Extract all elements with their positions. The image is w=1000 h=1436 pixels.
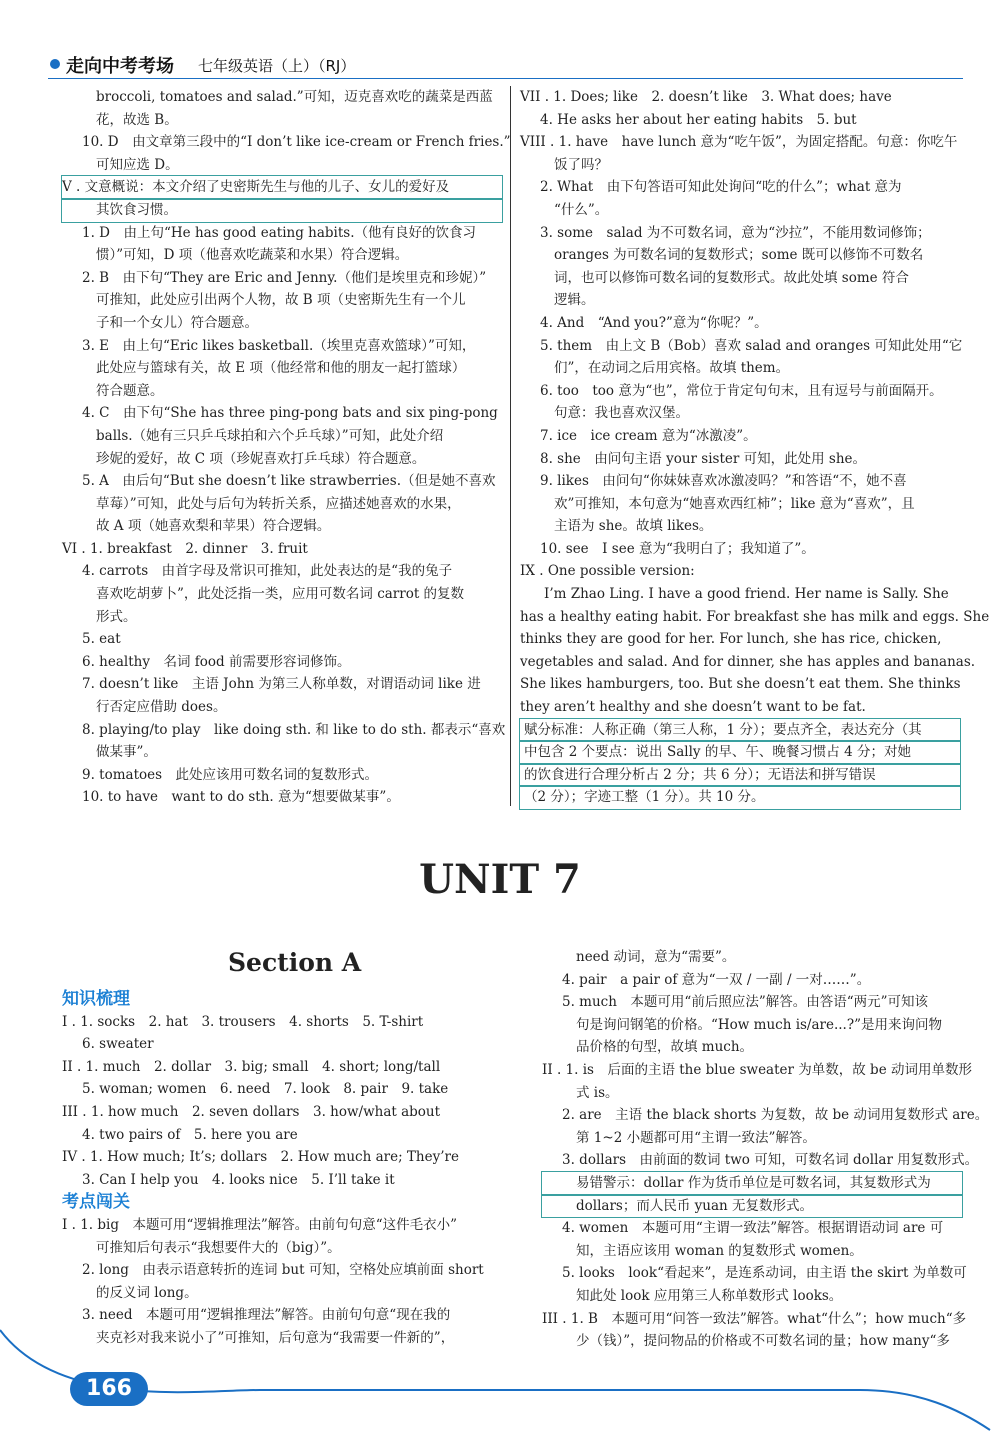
text-line: 子和一个女儿）符合题意。 — [96, 314, 258, 331]
page-number: 166 — [70, 1372, 148, 1406]
text-line: 2. What 由下句答语可知此处询问“吃的什么”；what 意为 — [540, 179, 902, 196]
text-line: 4. He asks her about her eating habits 5. but — [540, 111, 857, 128]
text-line: 可推知后句表示“我想要件大的（big）”。 — [96, 1239, 341, 1256]
text-line: 珍妮的爱好，故 C 项（珍妮喜欢打乒乓球）符合题意。 — [96, 450, 426, 467]
text-line: 此处应与篮球有关，故 E 项（他经常和他的朋友一起打篮球） — [96, 360, 466, 377]
text-line: 8. playing/to play like doing sth. 和 like to do sth. 都表示“喜欢 — [82, 721, 506, 738]
page-header — [48, 50, 968, 80]
right-bottom-column — [542, 946, 989, 1353]
text-line: 的饮食进行合理分析占 2 分；共 6 分）；无语法和拼写错误 — [520, 764, 960, 787]
text-line: 9. tomatoes 此处应该用可数名词的复数形式。 — [82, 766, 379, 783]
left-top-column — [62, 86, 511, 809]
text-line: 2. are 主语 the black shorts 为复数，故 be 动词用复数形式 are。 — [562, 1107, 989, 1124]
text-line: 句意：我也喜欢汉堡。 — [554, 405, 689, 422]
text-line: I . 1. big 本题可用“逻辑推理法”解答。由前句句意“这件毛衣小” — [62, 1216, 458, 1233]
right-top-column — [520, 86, 990, 809]
footer-swoosh — [0, 1300, 1000, 1436]
text-line: III . 1. B 本题可用“问答一致法”解答。what“什么”；how much“多 — [542, 1310, 967, 1327]
text-line: V . 文意概说：本文介绍了史密斯先生与他的儿子、女儿的爱好及 — [62, 176, 502, 199]
text-line: 知，主语应该用 woman 的复数形式 women。 — [576, 1242, 863, 1259]
text-line: 其饮食习惯。 — [62, 199, 502, 222]
text-line: 1. D 由上句“He has good eating habits.（他有良好的饮食习 — [82, 224, 476, 241]
text-line: 4. pair a pair of 意为“一双 / 一副 / 一对……”。 — [562, 971, 871, 988]
text-line: 喜欢吃胡萝卜”，此处泛指一类，应用可数名词 carrot 的复数 — [96, 586, 465, 603]
book-subtitle: 七年级英语（上）（RJ） — [198, 57, 356, 75]
text-line: 式 is。 — [576, 1084, 619, 1101]
text-line: 可知应选 D。 — [96, 156, 179, 173]
text-line: 考点闯关 — [62, 1192, 130, 1213]
text-line: 逻辑。 — [554, 292, 595, 309]
text-line: 少（钱）”，提问物品的价格或不可数名词的量；how many“多 — [576, 1333, 950, 1350]
text-line: 夹克衫对我来说小了”可推知，后句意为“我需要一件新的”， — [96, 1329, 455, 1346]
text-line: 花，故选 B。 — [96, 111, 178, 128]
book-title: 走向中考考场 — [66, 56, 174, 77]
text-line: 6. too too 意为“也”，常位于肯定句句末，且有逗号与前面隔开。 — [540, 382, 943, 399]
column-divider — [510, 86, 511, 806]
text-line: 符合题意。 — [96, 382, 164, 399]
text-line: II . 1. much 2. dollar 3. big; small 4. short; long/tall — [62, 1058, 441, 1075]
text-line: IV . 1. How much; It’s; dollars 2. How much are; They’re — [62, 1149, 459, 1166]
text-line: 形式。 — [96, 608, 137, 625]
text-line: 10. to have want to do sth. 意为“想要做某事”。 — [82, 789, 400, 806]
text-line: 故 A 项（她喜欢梨和苹果）符合逻辑。 — [96, 518, 331, 535]
text-line: 主语为 she。故填 likes。 — [554, 518, 713, 535]
text-line: 3. dollars 由前面的数词 two 可知，可数名词 dollar 用复数形式。 — [562, 1152, 979, 1169]
text-line: VIII . 1. have have lunch 意为“吃午饭”，为固定搭配。句意：你吃午 — [520, 134, 958, 151]
text-line: 5. eat — [82, 631, 121, 648]
text-line: 4. carrots 由首字母及常识可推知，此处表达的是“我的兔子 — [82, 563, 453, 580]
text-line: 2. B 由下句“They are Eric and Jenny.（他们是埃里克和珍妮）” — [82, 269, 487, 286]
text-line: 8. she 由问句主语 your sister 可知，此处用 she。 — [540, 450, 867, 467]
text-line: 易错警示：dollar 作为货币单位是可数名词，其复数形式为 — [542, 1172, 962, 1195]
text-line: 4. And “And you?”意为“你呢？”。 — [540, 314, 768, 331]
text-line: 3. need 本题可用“逻辑推理法”解答。由前句句意“现在我的 — [82, 1307, 451, 1324]
text-line: 行否定应借助 does。 — [96, 699, 227, 716]
text-line: 4. women 本题可用“主谓一致法”解答。根据谓语动词 are 可 — [562, 1220, 944, 1237]
text-line: II . 1. is 后面的主语 the blue sweater 为单数，故 be 动词用单数形 — [542, 1061, 972, 1078]
text-line: 6. sweater — [82, 1036, 154, 1053]
text-line: 3. E 由上句“Eric likes basketball.（埃里克喜欢篮球）”可知， — [82, 337, 476, 354]
text-line: 赋分标准：人称正确（第三人称，1 分）；要点齐全，表达充分（其 — [520, 719, 960, 742]
text-line: 5. woman; women 6. need 7. look 8. pair 9. take — [82, 1081, 449, 1098]
text-line: 句是询问钢笔的价格。“How much is/are...?”是用来询问物 — [576, 1016, 942, 1033]
text-line: 第 1~2 小题都可用“主谓一致法”解答。 — [576, 1129, 816, 1146]
text-line: need 动词，意为“需要”。 — [576, 949, 736, 965]
text-line: I . 1. socks 2. hat 3. trousers 4. shorts 5. T-shirt — [62, 1013, 424, 1030]
text-line: 草莓）”可知，此处与后句为转折关系，应描述她喜欢的水果， — [96, 495, 461, 512]
text-line: 3. some salad 为不可数名词，意为“沙拉”，不能用数词修饰； — [540, 224, 931, 241]
text-line: they aren’t healthy and she doesn’t want to be fat. — [520, 699, 866, 716]
text-line: dollars；而人民币 yuan 无复数形式。 — [542, 1195, 962, 1218]
text-line: 的反义词 long。 — [96, 1284, 198, 1301]
text-line: 5. much 本题可用“前后照应法”解答。由答语“两元”可知该 — [562, 994, 929, 1011]
text-line: 做某事”。 — [96, 744, 157, 761]
text-line: 4. C 由下句“She has three ping-pong bats and six ping-pong — [82, 405, 498, 422]
text-line: oranges 为可数名词的复数形式；some 既可以修饰不可数名 — [554, 247, 924, 264]
text-line: VI . 1. breakfast 2. dinner 3. fruit — [62, 540, 308, 557]
text-line: VII . 1. Does; like 2. doesn’t like 3. What does; have — [520, 89, 892, 105]
text-line: IX . One possible version: — [520, 563, 695, 580]
text-line: balls.（她有三只乒乓球拍和六个乒乓球）”可知，此处介绍 — [96, 427, 444, 444]
header-divider — [48, 78, 963, 79]
text-line: 7. doesn’t like 主语 John 为第三人称单数，对谓语动词 like 进 — [82, 676, 481, 693]
text-line: 品价格的句型，故填 much。 — [576, 1039, 754, 1056]
text-line: III . 1. how much 2. seven dollars 3. how/what about — [62, 1103, 441, 1120]
text-line: 可推知，此处应引出两个人物，故 B 项（史密斯先生有一个儿 — [96, 292, 466, 309]
text-line: 10. D 由文章第三段中的“I don’t like ice-cream or French fries.” — [82, 134, 511, 151]
unit-title: UNIT 7 — [419, 856, 581, 903]
text-line: （2 分）；字迹工整（1 分）。共 10 分。 — [520, 786, 960, 809]
text-line: 3. Can I help you 4. looks nice 5. I’ll take it — [82, 1171, 395, 1188]
text-line: broccoli, tomatoes and salad.”可知，迈克喜欢吃的蔬菜是西蓝 — [96, 89, 493, 105]
text-line: 惯）”可知，D 项（他喜欢吃蔬菜和水果）符合逻辑。 — [96, 247, 409, 264]
bullet-icon — [50, 59, 60, 69]
text-line: 欢”可推知，本句意为“她喜欢西红柿”；like 意为“喜欢”，且 — [554, 495, 915, 512]
left-bottom-column — [62, 988, 502, 1350]
text-line: She likes hamburgers, too. But she doesn’t eat them. She thinks — [520, 676, 961, 693]
text-line: vegetables and salad. And for dinner, she has apples and bananas. — [520, 653, 976, 670]
text-line: 2. long 由表示语意转折的连词 but 可知，空格处应填前面 short — [82, 1262, 484, 1279]
text-line: thinks they are good for her. For lunch, she has rice, chicken, — [520, 631, 942, 648]
text-line: 5. A 由后句“But she doesn’t like strawberries.（但是她不喜欢 — [82, 473, 496, 490]
text-line: I’m Zhao Ling. I have a good friend. Her name is Sally. She — [544, 586, 949, 603]
text-line: 们”，在动词之后用宾格。故填 them。 — [554, 360, 790, 377]
text-line: has a healthy eating habit. For breakfast she has milk and eggs. She — [520, 608, 990, 625]
text-line: 中包含 2 个要点：说出 Sally 的早、午、晚餐习惯占 4 分；对她 — [520, 741, 960, 764]
text-line: 9. likes 由问句“你妹妹喜欢冰激凌吗？”和答语“不，她不喜 — [540, 473, 907, 490]
text-line: 知此处 look 应用第三人称单数形式 looks。 — [576, 1287, 843, 1304]
section-title: Section A — [228, 948, 362, 977]
text-line: 饭了吗？ — [554, 156, 608, 173]
text-line: “什么”。 — [554, 201, 609, 218]
text-line: 5. them 由上文 B（Bob）喜欢 salad and oranges 可知此处用“它 — [540, 337, 963, 354]
text-line: 10. see I see 意为“我明白了；我知道了”。 — [540, 540, 815, 557]
text-line: 6. healthy 名词 food 前需要形容词修饰。 — [82, 653, 351, 670]
text-line: 知识梳理 — [62, 989, 130, 1009]
text-line: 7. ice ice cream 意为“冰激凌”。 — [540, 427, 757, 444]
text-line: 4. two pairs of 5. here you are — [82, 1126, 298, 1143]
text-line: 词，也可以修饰可数名词的复数形式。故此处填 some 符合 — [554, 269, 909, 286]
text-line: 5. looks look“看起来”，是连系动词，由主语 the skirt 为单数可 — [562, 1265, 967, 1282]
